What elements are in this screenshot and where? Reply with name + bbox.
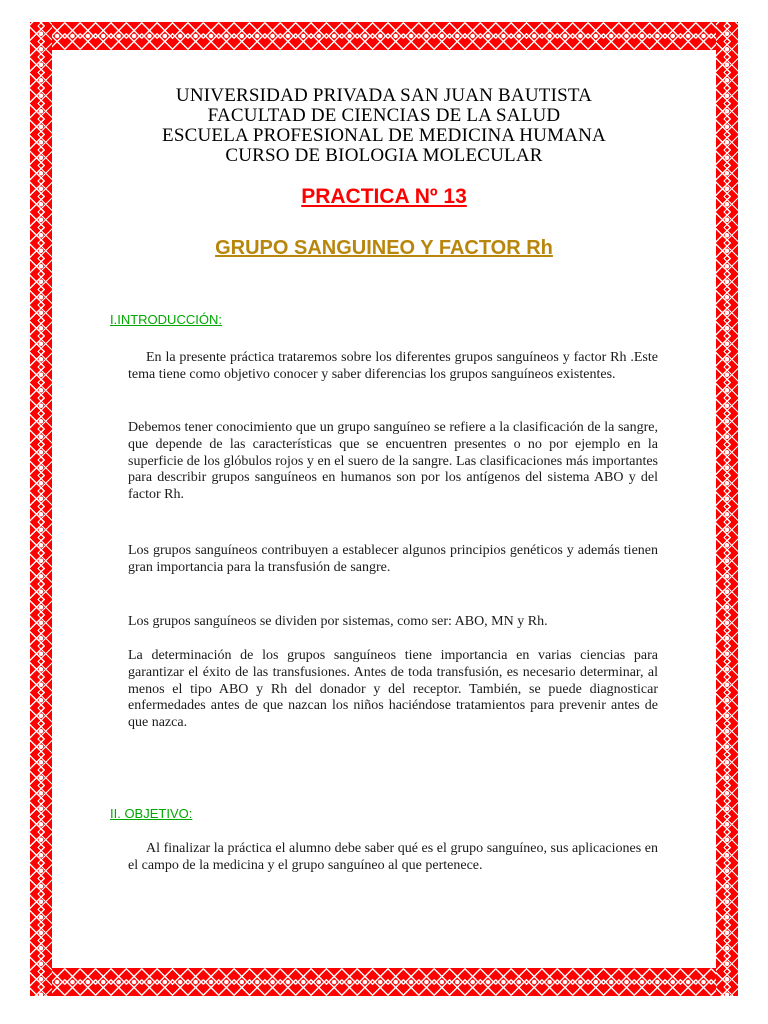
decorative-border-bottom (30, 968, 738, 996)
header-school: ESCUELA PROFESIONAL DE MEDICINA HUMANA (162, 125, 606, 146)
objective-paragraph: Al finalizar la práctica el alumno debe saber qué es el grupo sanguíneo, sus aplicaciones en el campo de la medicina y el grupo sanguíneo al que pertenece. (128, 841, 658, 873)
header-faculty: FACULTAD DE CIENCIAS DE LA SALUD (207, 105, 561, 126)
institution-header (60, 86, 708, 166)
section-heading-introduction: I.INTRODUCCIÓN: (110, 312, 222, 327)
intro-paragraph-4: Los grupos sanguíneos se dividen por sistemas, como ser: ABO, MN y Rh. (128, 614, 548, 629)
intro-paragraph-5: La determinación de los grupos sanguíneos tiene importancia en varias ciencias para garantizar el éxito de las transfusiones. Antes de toda transfusión, es necesario determinar, al menos el tipo ABO y Rh del donador y del receptor. También, se puede diagnosticar enfermedades antes de que nazcan los niños haciéndose tratamientos para prevenir antes de que nazca. (128, 648, 658, 731)
header-course: CURSO DE BIOLOGIA MOLECULAR (225, 145, 543, 166)
page-title: PRACTICA Nº 13 (301, 185, 467, 208)
decorative-border-top (30, 22, 738, 50)
intro-paragraph-1: En la presente práctica trataremos sobre los diferentes grupos sanguíneos y factor Rh .Este tema tiene como objetivo conocer y saber diferencias los grupos sanguíneos existentes. (128, 350, 658, 382)
decorative-border-left (30, 22, 52, 996)
section-heading-objective: II. OBJETIVO: (110, 806, 193, 821)
decorative-border-right (716, 22, 738, 996)
header-university: UNIVERSIDAD PRIVADA SAN JUAN BAUTISTA (175, 85, 593, 106)
intro-paragraph-2: Debemos tener conocimiento que un grupo sanguíneo se refiere a la clasificación de la sangre, que depende de las características que se encuentren presentes o no por ejemplo en la superficie de los glóbulos rojos y en el suero de la sangre. Las clasificaciones más importantes para describir grupos sanguíneos en humanos son por los antígenos del sistema ABO y del factor Rh. (128, 420, 658, 503)
page-subtitle: GRUPO SANGUINEO Y FACTOR Rh (215, 237, 553, 259)
intro-paragraph-3: Los grupos sanguíneos contribuyen a establecer algunos principios genéticos y además tienen gran importancia para la transfusión de sangre. (128, 543, 658, 575)
